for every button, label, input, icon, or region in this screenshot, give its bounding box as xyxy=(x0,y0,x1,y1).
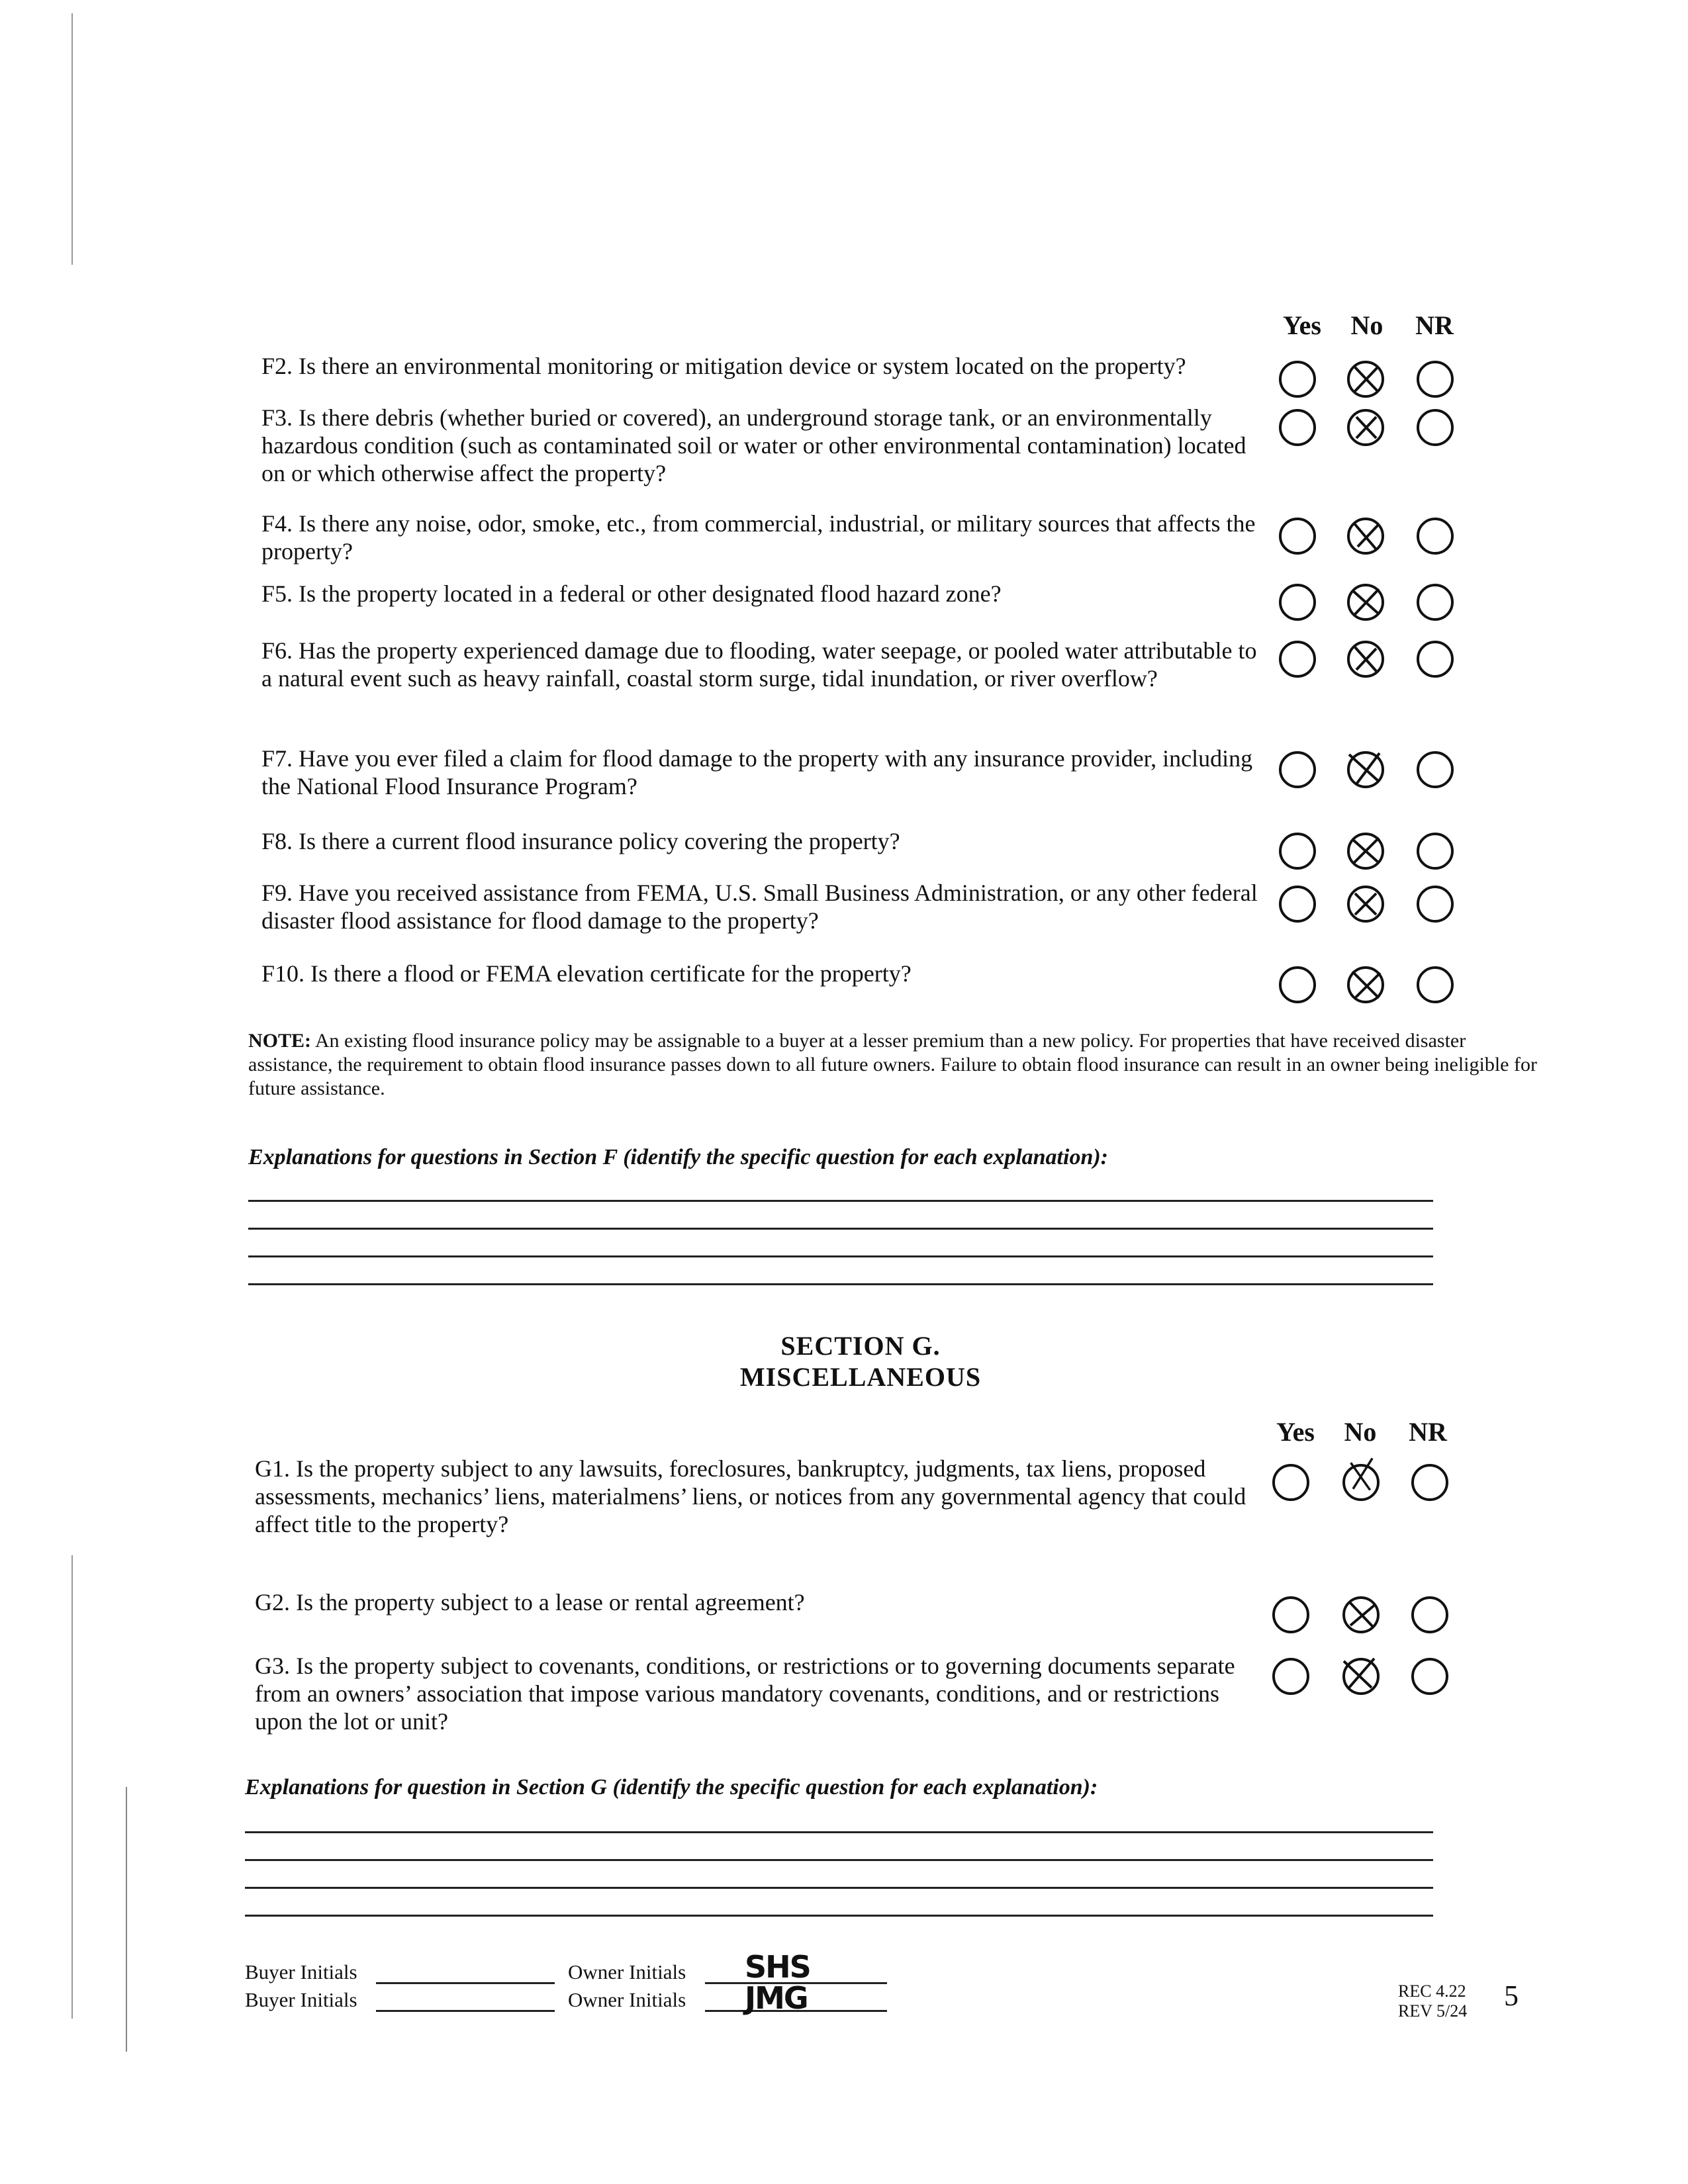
question-f6: F6. Has the property experienced damage due to flooding, water seepage, or pooled water attributable to a natural event such as heavy rainfall, coastal storm surge, tidal inundation, or river overflow? xyxy=(261,637,1257,692)
f4-no-x-mark-icon xyxy=(1346,516,1385,556)
buyer-initials-label-2: Buyer Initials xyxy=(245,1988,357,2011)
f3-yes-radio[interactable] xyxy=(1279,409,1316,446)
f10-no-x-mark-icon xyxy=(1346,965,1385,1005)
f4-yes-radio[interactable] xyxy=(1279,518,1316,555)
question-f8: F8. Is there a current flood insurance policy covering the property? xyxy=(261,828,900,854)
question-f2: F2. Is there an environmental monitoring or mitigation device or system located on the property? xyxy=(261,353,1186,379)
note-text: An existing flood insurance policy may be assignable to a buyer at a lesser premium than a new policy. For properties that have received disaster assistance, the requirement to obtain flood insurance passes down to all future owners. Failure to obtain flood insurance can result in an owner being ineligible for future assistance. xyxy=(248,1030,1537,1099)
f10-nr-radio[interactable] xyxy=(1417,966,1454,1003)
scan-edge-mark xyxy=(71,13,73,265)
buyer-initials-field-2[interactable] xyxy=(376,2010,555,2012)
f3-no-x-mark-icon xyxy=(1346,408,1385,447)
section-f-explanations-label: Explanations for questions in Section F (identify the specific question for each explanation): xyxy=(248,1145,1109,1169)
f7-no-x-mark-icon xyxy=(1344,748,1383,788)
g2-nr-radio[interactable] xyxy=(1411,1596,1448,1633)
f2-yes-radio[interactable] xyxy=(1279,361,1316,398)
g3-nr-radio[interactable] xyxy=(1411,1658,1448,1695)
form-revision: REV 5/24 xyxy=(1398,2001,1468,2021)
question-g1: G1. Is the property subject to any lawsuits, foreclosures, bankruptcy, judgments, tax liens, proposed assessments, mechanics’ liens, materialmens’ liens, or notices from any governmental agency that could affect title to the property? xyxy=(255,1455,1246,1537)
section-g-explanation-line[interactable] xyxy=(245,1915,1433,1917)
f5-no-x-mark-icon xyxy=(1346,582,1385,622)
section-f-explanation-line[interactable] xyxy=(248,1200,1433,1202)
owner-initials-signature-2: JMG xyxy=(745,1980,808,2016)
section-g-explanation-line[interactable] xyxy=(245,1831,1433,1833)
f8-nr-radio[interactable] xyxy=(1417,833,1454,870)
owner-initials-signature-1: SHS xyxy=(745,1949,810,1985)
section-g-explanations-label: Explanations for question in Section G (identify the specific question for each explanation): xyxy=(245,1775,1098,1799)
f5-nr-radio[interactable] xyxy=(1417,584,1454,621)
f6-no-x-mark-icon xyxy=(1346,639,1385,679)
g1-nr-radio[interactable] xyxy=(1411,1464,1448,1501)
question-f9: F9. Have you received assistance from FEMA, U.S. Small Business Administration, or any other federal disaster flood assistance for flood damage to the property? xyxy=(261,880,1258,934)
col-header-yes: Yes xyxy=(1276,1417,1315,1447)
g1-yes-radio[interactable] xyxy=(1272,1464,1309,1501)
flood-insurance-note xyxy=(248,1029,1552,1101)
col-header-nr: NR xyxy=(1415,310,1454,340)
section-g-explanation-line[interactable] xyxy=(245,1887,1433,1889)
g1-no-x-mark-icon xyxy=(1341,1456,1381,1496)
f6-yes-radio[interactable] xyxy=(1279,641,1316,678)
form-code: REC 4.22 xyxy=(1398,1981,1466,2001)
g2-no-x-mark-icon xyxy=(1341,1595,1381,1635)
question-g2: G2. Is the property subject to a lease or rental agreement? xyxy=(255,1589,805,1615)
f9-no-x-mark-icon xyxy=(1346,884,1385,924)
f5-yes-radio[interactable] xyxy=(1279,584,1316,621)
f7-nr-radio[interactable] xyxy=(1417,751,1454,788)
f8-no-x-mark-icon xyxy=(1346,831,1385,871)
scan-edge-mark xyxy=(71,1555,73,2019)
scan-edge-mark xyxy=(126,1787,127,2052)
question-f10: F10. Is there a flood or FEMA elevation certificate for the property? xyxy=(261,960,912,987)
f4-nr-radio[interactable] xyxy=(1417,518,1454,555)
section-f-explanation-line[interactable] xyxy=(248,1283,1433,1285)
g3-no-x-mark-icon xyxy=(1338,1655,1378,1694)
section-g-explanation-line[interactable] xyxy=(245,1859,1433,1861)
question-f7: F7. Have you ever filed a claim for flood damage to the property with any insurance provider, including the National Flood Insurance Program? xyxy=(261,745,1253,799)
f7-yes-radio[interactable] xyxy=(1279,751,1316,788)
question-f5: F5. Is the property located in a federal or other designated flood hazard zone? xyxy=(261,580,1002,607)
f2-no-x-mark-icon xyxy=(1346,359,1385,399)
buyer-initials-field-1[interactable] xyxy=(376,1982,555,1984)
col-header-no: No xyxy=(1344,1417,1377,1447)
section-f-explanation-line[interactable] xyxy=(248,1255,1433,1257)
section-g-heading: MISCELLANEOUS xyxy=(739,1362,982,1392)
note-label: NOTE: xyxy=(248,1030,312,1052)
question-f4: F4. Is there any noise, odor, smoke, etc., from commercial, industrial, or military sources that affects the property? xyxy=(261,510,1256,565)
section-f-explanation-line[interactable] xyxy=(248,1228,1433,1230)
f8-yes-radio[interactable] xyxy=(1279,833,1316,870)
col-header-nr: NR xyxy=(1409,1417,1447,1447)
f9-yes-radio[interactable] xyxy=(1279,886,1316,923)
section-g-title xyxy=(596,1330,1125,1392)
page-number: 5 xyxy=(1504,1979,1519,2012)
owner-initials-label-2: Owner Initials xyxy=(568,1988,686,2011)
question-f3: F3. Is there debris (whether buried or covered), an underground storage tank, or an environmentally hazardous condition (such as contaminated soil or water or other environmental contamination) located on or which otherwise affect the property? xyxy=(261,404,1246,486)
f3-nr-radio[interactable] xyxy=(1417,409,1454,446)
f9-nr-radio[interactable] xyxy=(1417,886,1454,923)
section-g-number: SECTION G. xyxy=(780,1331,941,1361)
f10-yes-radio[interactable] xyxy=(1279,966,1316,1003)
col-header-yes: Yes xyxy=(1283,310,1321,340)
owner-initials-label-1: Owner Initials xyxy=(568,1960,686,1983)
question-g3: G3. Is the property subject to covenants, conditions, or restrictions or to governing documents separate from an owners’ association that impose various mandatory covenants, conditions, and or restrictions upon the lot or unit? xyxy=(255,1653,1235,1735)
f2-nr-radio[interactable] xyxy=(1417,361,1454,398)
g2-yes-radio[interactable] xyxy=(1272,1596,1309,1633)
g3-yes-radio[interactable] xyxy=(1272,1658,1309,1695)
col-header-no: No xyxy=(1350,310,1383,340)
f6-nr-radio[interactable] xyxy=(1417,641,1454,678)
buyer-initials-label-1: Buyer Initials xyxy=(245,1960,357,1983)
